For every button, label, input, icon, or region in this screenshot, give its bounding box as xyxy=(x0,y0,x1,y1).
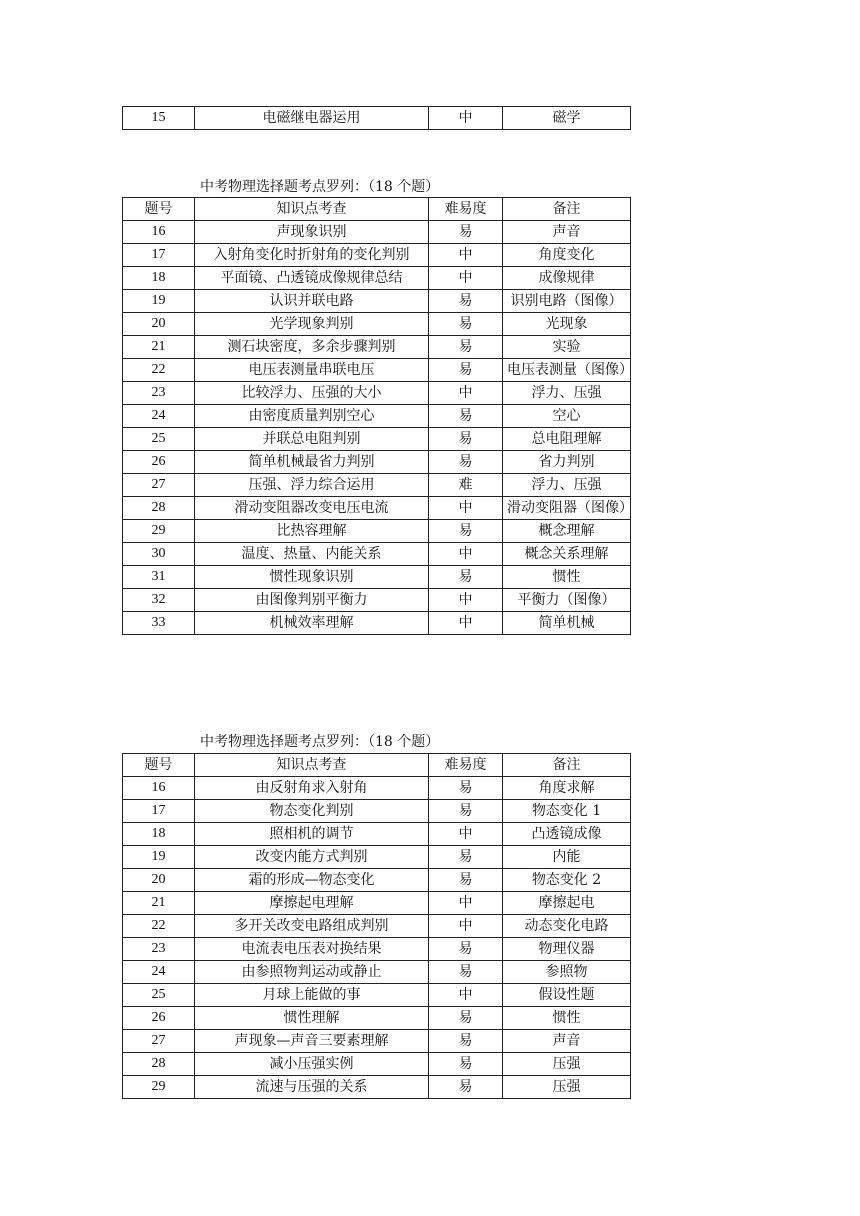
row-number: 17 xyxy=(123,800,195,823)
table-row xyxy=(123,961,631,984)
row-note: 省力判别 xyxy=(503,451,631,474)
row-difficulty: 易 xyxy=(429,869,503,892)
table-row xyxy=(123,474,631,497)
row-topic: 比热容理解 xyxy=(195,520,429,543)
row-note: 物理仪器 xyxy=(503,938,631,961)
row-number: 18 xyxy=(123,267,195,290)
row-note: 假设性题 xyxy=(503,984,631,1007)
row-difficulty: 易 xyxy=(429,800,503,823)
row-number: 24 xyxy=(123,961,195,984)
table-header-row xyxy=(123,754,631,777)
row-note: 空心 xyxy=(503,405,631,428)
row-topic: 滑动变阻器改变电压电流 xyxy=(195,497,429,520)
row-note: 磁学 xyxy=(503,107,631,130)
row-note: 物态变化 1 xyxy=(503,800,631,823)
header-number: 题号 xyxy=(123,198,195,221)
row-topic: 月球上能做的事 xyxy=(195,984,429,1007)
row-number: 28 xyxy=(123,497,195,520)
row-number: 22 xyxy=(123,915,195,938)
row-number: 21 xyxy=(123,336,195,359)
row-difficulty: 易 xyxy=(429,1030,503,1053)
row-number: 22 xyxy=(123,359,195,382)
row-number: 15 xyxy=(123,107,195,130)
row-number: 20 xyxy=(123,313,195,336)
row-topic: 电磁继电器运用 xyxy=(195,107,429,130)
row-note: 概念理解 xyxy=(503,520,631,543)
row-note: 声音 xyxy=(503,1030,631,1053)
row-topic: 由图像判别平衡力 xyxy=(195,589,429,612)
row-note: 参照物 xyxy=(503,961,631,984)
table-row xyxy=(123,800,631,823)
row-number: 24 xyxy=(123,405,195,428)
table-row xyxy=(123,221,631,244)
table-row xyxy=(123,938,631,961)
row-number: 19 xyxy=(123,290,195,313)
row-number: 16 xyxy=(123,777,195,800)
row-number: 16 xyxy=(123,221,195,244)
row-note: 浮力、压强 xyxy=(503,474,631,497)
header-number: 题号 xyxy=(123,754,195,777)
row-note: 电压表测量（图像） xyxy=(503,359,631,382)
header-topic: 知识点考查 xyxy=(195,754,429,777)
row-difficulty: 易 xyxy=(429,938,503,961)
row-difficulty: 中 xyxy=(429,589,503,612)
table-row xyxy=(123,612,631,635)
row-difficulty: 中 xyxy=(429,543,503,566)
section-2-caption: 中考物理选择题考点罗列：（18 个题） xyxy=(200,734,440,750)
row-number: 30 xyxy=(123,543,195,566)
table-row xyxy=(123,313,631,336)
header-difficulty: 难易度 xyxy=(429,198,503,221)
row-difficulty: 易 xyxy=(429,777,503,800)
row-difficulty: 中 xyxy=(429,107,503,130)
row-difficulty: 易 xyxy=(429,336,503,359)
row-difficulty: 中 xyxy=(429,915,503,938)
row-topic: 声现象识别 xyxy=(195,221,429,244)
row-note: 角度变化 xyxy=(503,244,631,267)
row-note: 简单机械 xyxy=(503,612,631,635)
row-note: 惯性 xyxy=(503,566,631,589)
table-row xyxy=(123,405,631,428)
row-note: 角度求解 xyxy=(503,777,631,800)
row-topic: 简单机械最省力判别 xyxy=(195,451,429,474)
row-note: 动态变化电路 xyxy=(503,915,631,938)
row-note: 压强 xyxy=(503,1076,631,1099)
row-number: 25 xyxy=(123,428,195,451)
row-number: 23 xyxy=(123,938,195,961)
row-number: 17 xyxy=(123,244,195,267)
row-topic: 物态变化判别 xyxy=(195,800,429,823)
row-number: 18 xyxy=(123,823,195,846)
header-note: 备注 xyxy=(503,754,631,777)
table-row xyxy=(123,497,631,520)
topic-table-section-2 xyxy=(122,753,631,1099)
row-difficulty: 中 xyxy=(429,612,503,635)
row-difficulty: 易 xyxy=(429,428,503,451)
row-note: 识别电路（图像） xyxy=(503,290,631,313)
table-row xyxy=(123,520,631,543)
row-note: 内能 xyxy=(503,846,631,869)
row-topic: 机械效率理解 xyxy=(195,612,429,635)
row-topic: 减小压强实例 xyxy=(195,1053,429,1076)
row-note: 凸透镜成像 xyxy=(503,823,631,846)
section-1-caption: 中考物理选择题考点罗列：（18 个题） xyxy=(200,179,440,195)
table-row xyxy=(123,1076,631,1099)
row-note: 概念关系理解 xyxy=(503,543,631,566)
row-topic: 压强、浮力综合运用 xyxy=(195,474,429,497)
row-number: 27 xyxy=(123,1030,195,1053)
table-row xyxy=(123,290,631,313)
row-topic: 惯性现象识别 xyxy=(195,566,429,589)
row-difficulty: 中 xyxy=(429,497,503,520)
table-row xyxy=(123,244,631,267)
table-row xyxy=(123,869,631,892)
row-topic: 比较浮力、压强的大小 xyxy=(195,382,429,405)
row-number: 33 xyxy=(123,612,195,635)
row-topic: 光学现象判别 xyxy=(195,313,429,336)
row-number: 27 xyxy=(123,474,195,497)
table-row xyxy=(123,1053,631,1076)
row-difficulty: 易 xyxy=(429,520,503,543)
row-topic: 平面镜、凸透镜成像规律总结 xyxy=(195,267,429,290)
row-difficulty: 易 xyxy=(429,566,503,589)
row-difficulty: 中 xyxy=(429,267,503,290)
row-difficulty: 易 xyxy=(429,359,503,382)
table-row xyxy=(123,267,631,290)
row-note: 摩擦起电 xyxy=(503,892,631,915)
row-note: 成像规律 xyxy=(503,267,631,290)
topic-table-top-fragment xyxy=(122,106,631,130)
row-number: 29 xyxy=(123,1076,195,1099)
row-difficulty: 易 xyxy=(429,1007,503,1030)
row-note: 惯性 xyxy=(503,1007,631,1030)
row-topic: 电压表测量串联电压 xyxy=(195,359,429,382)
table-row xyxy=(123,566,631,589)
row-topic: 霜的形成—物态变化 xyxy=(195,869,429,892)
row-topic: 惯性理解 xyxy=(195,1007,429,1030)
table-row xyxy=(123,892,631,915)
table-row xyxy=(123,777,631,800)
table-row xyxy=(123,1007,631,1030)
row-number: 31 xyxy=(123,566,195,589)
table-row xyxy=(123,451,631,474)
table-row xyxy=(123,984,631,1007)
row-difficulty: 中 xyxy=(429,244,503,267)
table-row xyxy=(123,915,631,938)
row-number: 19 xyxy=(123,846,195,869)
table-row xyxy=(123,107,631,130)
row-topic: 声现象—声音三要素理解 xyxy=(195,1030,429,1053)
row-topic: 入射角变化时折射角的变化判别 xyxy=(195,244,429,267)
row-topic: 温度、热量、内能关系 xyxy=(195,543,429,566)
row-difficulty: 易 xyxy=(429,961,503,984)
row-note: 光现象 xyxy=(503,313,631,336)
row-difficulty: 难 xyxy=(429,474,503,497)
row-difficulty: 易 xyxy=(429,846,503,869)
row-note: 浮力、压强 xyxy=(503,382,631,405)
row-difficulty: 易 xyxy=(429,313,503,336)
row-note: 总电阻理解 xyxy=(503,428,631,451)
row-difficulty: 易 xyxy=(429,451,503,474)
table-row xyxy=(123,1030,631,1053)
table-row xyxy=(123,543,631,566)
table-row xyxy=(123,336,631,359)
table-row xyxy=(123,359,631,382)
row-difficulty: 易 xyxy=(429,405,503,428)
row-difficulty: 易 xyxy=(429,1053,503,1076)
row-number: 21 xyxy=(123,892,195,915)
row-number: 20 xyxy=(123,869,195,892)
row-topic: 改变内能方式判别 xyxy=(195,846,429,869)
topic-table-section-1 xyxy=(122,197,631,635)
row-topic: 由参照物判运动或静止 xyxy=(195,961,429,984)
row-difficulty: 中 xyxy=(429,892,503,915)
row-number: 26 xyxy=(123,1007,195,1030)
row-difficulty: 易 xyxy=(429,290,503,313)
row-note: 声音 xyxy=(503,221,631,244)
row-difficulty: 中 xyxy=(429,382,503,405)
row-topic: 多开关改变电路组成判别 xyxy=(195,915,429,938)
table-row xyxy=(123,428,631,451)
row-topic: 认识并联电路 xyxy=(195,290,429,313)
header-note: 备注 xyxy=(503,198,631,221)
row-note: 实验 xyxy=(503,336,631,359)
row-topic: 并联总电阻判别 xyxy=(195,428,429,451)
header-difficulty: 难易度 xyxy=(429,754,503,777)
row-note: 滑动变阻器（图像） xyxy=(503,497,631,520)
row-number: 25 xyxy=(123,984,195,1007)
row-topic: 由反射角求入射角 xyxy=(195,777,429,800)
row-difficulty: 易 xyxy=(429,1076,503,1099)
row-difficulty: 易 xyxy=(429,221,503,244)
header-topic: 知识点考查 xyxy=(195,198,429,221)
row-topic: 由密度质量判别空心 xyxy=(195,405,429,428)
table-row xyxy=(123,382,631,405)
row-difficulty: 中 xyxy=(429,823,503,846)
table-row xyxy=(123,823,631,846)
row-number: 29 xyxy=(123,520,195,543)
row-number: 28 xyxy=(123,1053,195,1076)
row-topic: 摩擦起电理解 xyxy=(195,892,429,915)
row-topic: 流速与压强的关系 xyxy=(195,1076,429,1099)
row-topic: 照相机的调节 xyxy=(195,823,429,846)
table-row xyxy=(123,589,631,612)
row-topic: 电流表电压表对换结果 xyxy=(195,938,429,961)
row-number: 26 xyxy=(123,451,195,474)
table-row xyxy=(123,846,631,869)
row-number: 23 xyxy=(123,382,195,405)
row-note: 压强 xyxy=(503,1053,631,1076)
row-number: 32 xyxy=(123,589,195,612)
row-difficulty: 中 xyxy=(429,984,503,1007)
row-note: 物态变化 2 xyxy=(503,869,631,892)
row-topic: 测石块密度，多余步骤判别 xyxy=(195,336,429,359)
row-note: 平衡力（图像） xyxy=(503,589,631,612)
table-header-row xyxy=(123,198,631,221)
